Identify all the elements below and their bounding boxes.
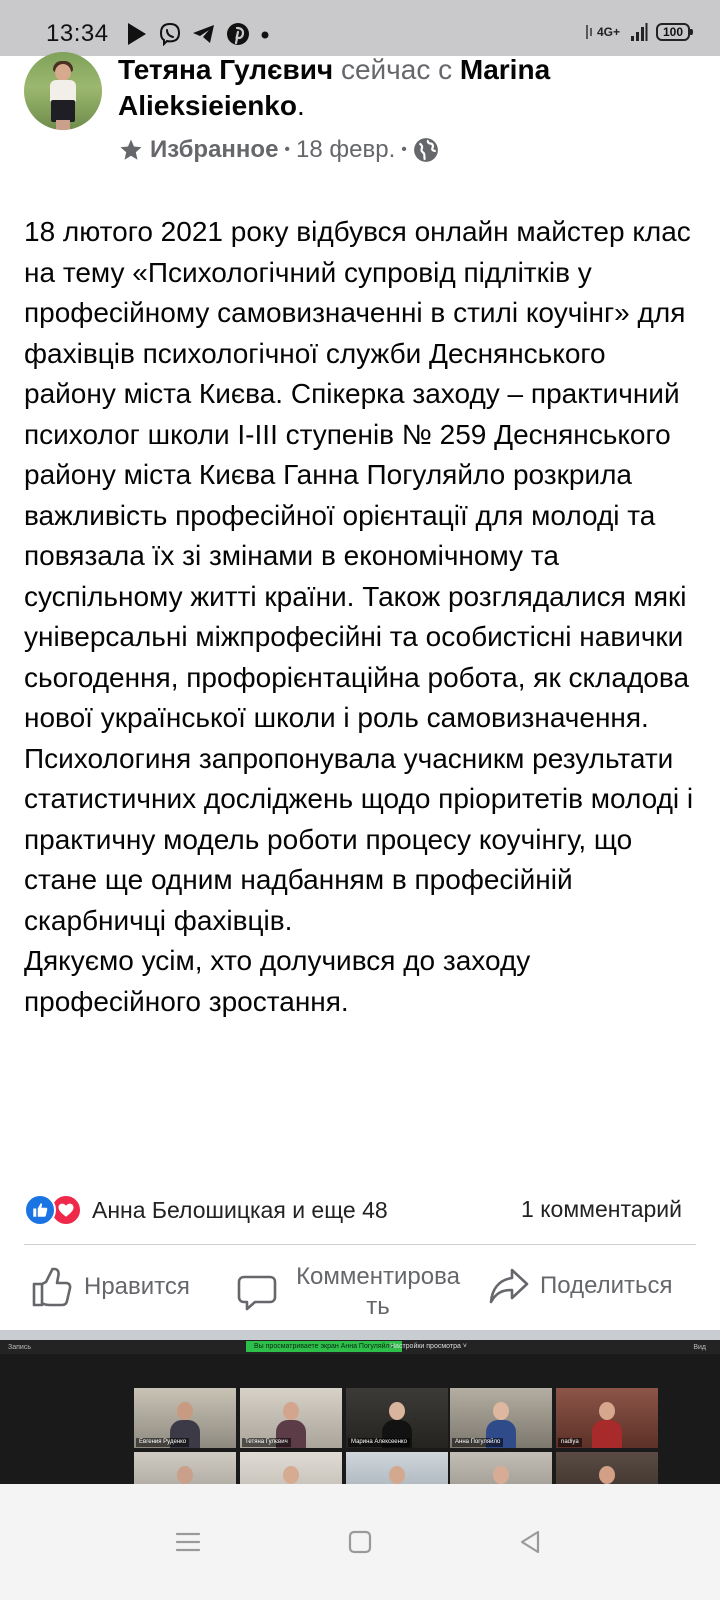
participant-tile	[346, 1452, 448, 1484]
battery-indicator: 100	[656, 23, 690, 41]
with-text: сейчас с	[340, 54, 453, 85]
home-button[interactable]	[330, 1512, 390, 1572]
post-image[interactable]	[0, 1340, 720, 1484]
comment-bubble-icon	[236, 1271, 278, 1313]
share-button[interactable]	[488, 1266, 673, 1306]
telegram-icon	[192, 23, 216, 45]
reactions-summary[interactable]	[24, 1194, 388, 1226]
star-icon	[118, 138, 144, 162]
meta-separator: •	[284, 141, 291, 158]
post-meta	[118, 136, 439, 164]
participant-name: Евгения Руденко	[136, 1438, 189, 1447]
globe-icon	[413, 137, 439, 163]
zoom-view-settings: Настройки просмотра ˅	[390, 1343, 467, 1350]
author-avatar[interactable]	[24, 52, 102, 130]
participant-name: nadiya	[558, 1438, 582, 1447]
status-notification-icons	[126, 22, 280, 46]
share-arrow-icon	[488, 1266, 530, 1306]
participant-tile	[240, 1388, 342, 1448]
meta-separator: •	[401, 141, 407, 158]
participant-tile	[134, 1452, 236, 1484]
share-label: Поделиться	[540, 1272, 673, 1299]
status-bar	[0, 0, 720, 56]
participant-tile	[134, 1388, 236, 1448]
divider	[24, 1244, 696, 1245]
network-type: 4G+	[596, 25, 620, 39]
participant-name: Анна Погуляйло	[452, 1438, 503, 1447]
post-title	[118, 52, 678, 124]
title-period: .	[296, 90, 305, 121]
pinterest-icon	[226, 22, 250, 46]
dot-icon	[260, 22, 270, 46]
home-icon	[346, 1528, 374, 1556]
zoom-view-label: Вид	[693, 1344, 706, 1351]
status-time: 13:34	[46, 20, 109, 47]
zoom-share-banner: Вы просматриваете экран Анна Погуляйло	[246, 1341, 402, 1352]
play-icon	[126, 22, 148, 46]
participant-tile	[346, 1388, 448, 1448]
zoom-record-label: Запись	[8, 1344, 31, 1351]
reaction-names: Анна Белошицкая и еще 48	[92, 1196, 388, 1223]
back-icon	[516, 1528, 544, 1556]
participant-tile	[556, 1388, 658, 1448]
author-name-link[interactable]: Тетяна Гулєвич	[118, 54, 334, 85]
participant-tile	[556, 1452, 658, 1484]
section-separator	[0, 1330, 720, 1340]
recent-apps-button[interactable]	[158, 1512, 218, 1572]
participant-name: Марина Алексеенко	[348, 1438, 410, 1447]
zoom-toolbar	[0, 1340, 720, 1354]
status-system-icons	[585, 22, 690, 42]
viber-icon	[158, 22, 182, 46]
tagged-user-link[interactable]: Marina Alieksieienko	[118, 54, 551, 121]
like-reaction-icon	[24, 1194, 56, 1226]
comment-label-line1: Комментирова	[296, 1263, 460, 1290]
post-text: 18 лютого 2021 року відбувся онлайн майстер клас на тему «Психологічний супровід підлітків у професійному самовизначенні в стилі коучінг» для фахівців психологічної служби Деснянського району міста Києва. Спікерка заходу – практичний психолог школи І-ІІІ ступенів № 259 Деснянського району міста Києва Ганна Погуляйло розкрила важливість професійної орієнтації для молоді та повязала їх зі змінами в економічному та суспільному житті країни. Також розглядалися мякі універсальні міжпрофесійні та особистісні навички сьогодення, профорієнтаційна робота, як складова нової української школи і роль самовизначення. Психологиня запропонувала учасникм результати статистичних досліджень щодо пріоритетів молоді і практичну модель роботи процесу коучінгу, що стане ще одним надбанням в професійній скарбничці фахівців. Дякуємо усім, хто долучився до заходу професійного зростання.	[24, 216, 694, 1017]
menu-icon	[174, 1530, 202, 1554]
comment-label-line2: ть	[366, 1293, 390, 1320]
thumbs-up-icon	[30, 1266, 74, 1308]
audience-label[interactable]: Избранное	[150, 136, 279, 163]
comment-button[interactable]	[236, 1262, 468, 1322]
participant-name: Тетяна Гулєвич	[242, 1438, 291, 1447]
post-date[interactable]: 18 февр.	[296, 136, 396, 163]
like-label: Нравится	[84, 1273, 190, 1300]
participant-tile	[450, 1452, 552, 1484]
vibrate-icon	[585, 23, 595, 41]
like-button[interactable]	[30, 1266, 190, 1308]
signal-icon	[630, 22, 648, 42]
participant-tile	[240, 1452, 342, 1484]
system-nav-bar	[0, 1484, 720, 1600]
participant-tile-active	[450, 1388, 552, 1448]
back-button[interactable]	[500, 1512, 560, 1572]
comments-count-link[interactable]: 1 комментарий	[521, 1196, 682, 1222]
